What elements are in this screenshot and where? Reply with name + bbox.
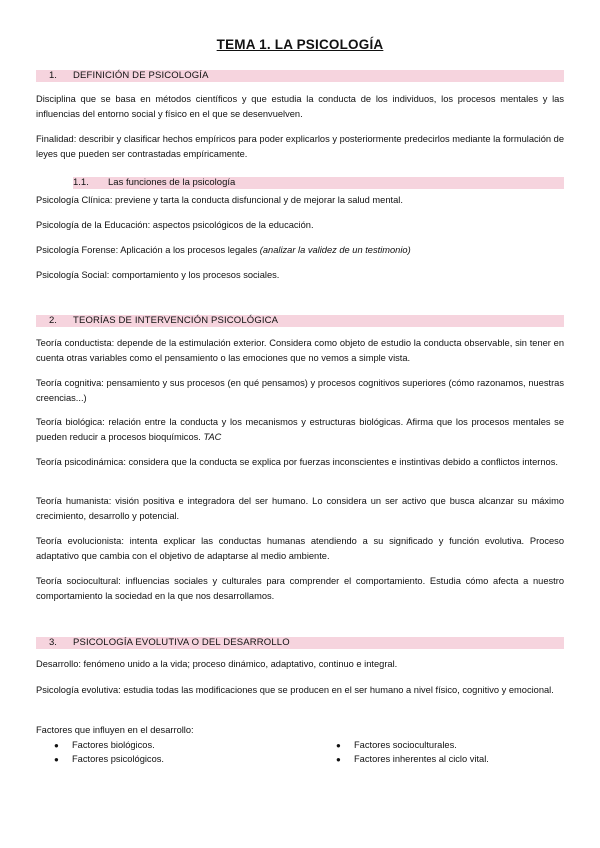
section-title: PSICOLOGÍA EVOLUTIVA O DEL DESARROLLO	[73, 637, 290, 648]
section-title: TEORÍAS DE INTERVENCIÓN PSICOLÓGICA	[73, 315, 279, 326]
function-social: Psicología Social: comportamiento y los procesos sociales.	[36, 270, 280, 280]
theory-biologica-note: TAC	[203, 432, 222, 442]
function-forense	[36, 244, 564, 257]
bullet-icon: ●	[336, 755, 341, 764]
subsection-number: 1.1.	[73, 177, 89, 188]
theory-cognitiva: Teoría cognitiva: pensamiento y sus procesos (en qué pensamos) y procesos cognitivos superiores (cómo razonamos, nuestras creencias...)	[36, 378, 564, 403]
function-forense-text: Psicología Forense: Aplicación a los procesos legales	[36, 245, 258, 255]
subsection-heading-1-1	[73, 177, 564, 189]
theory-biologica	[36, 415, 564, 445]
theory-conductista: Teoría conductista: depende de la estimulación exterior. Considera como objeto de estudio la conducta observable, sin tener en cuenta otras variables como el pensamiento o las emociones que no vemos a simple vista.	[36, 338, 564, 363]
theory-sociocultural: Teoría sociocultural: influencias sociales y culturales para comprender el comportamiento. Estudia cómo afecta a nuestro comportamiento la sociedad en la que nos desarrollamos.	[36, 576, 564, 601]
theory-psicodinamica: Teoría psicodinámica: considera que la conducta se explica por fuerzas inconscientes e instintivas debido a conflictos internos.	[36, 457, 558, 467]
definition-paragraph: Disciplina que se basa en métodos científicos y que estudia la conducta de los individuos, los procesos mentales y las influencias del entorno social y físico en el que se desenvuelven.	[36, 94, 564, 119]
section-title: DEFINICIÓN DE PSICOLOGÍA	[73, 70, 209, 81]
factor-label: Factores socioculturales.	[354, 740, 457, 750]
factor-label: Factores biológicos.	[72, 740, 155, 750]
page-title: TEMA 1. LA PSICOLOGÍA	[216, 37, 384, 52]
subsection-title: Las funciones de la psicología	[108, 177, 236, 188]
function-educacion: Psicología de la Educación: aspectos psicológicos de la educación.	[36, 220, 314, 230]
bullet-icon: ●	[54, 741, 59, 750]
function-forense-note: (analizar la validez de un testimonio)	[259, 245, 411, 255]
section-number: 2.	[49, 315, 57, 326]
factors-intro: Factores que influyen en el desarrollo:	[36, 725, 194, 735]
theory-biologica-text: Teoría biológica: relación entre la conducta y los mecanismos y estructuras biológicas. Afirma que los procesos mentales se pueden reducir a procesos bioquímicos.	[36, 417, 564, 442]
development-definition: Desarrollo: fenómeno unido a la vida; proceso dinámico, adaptativo, continuo e integral.	[36, 659, 398, 669]
evolutive-psychology-definition: Psicología evolutiva: estudia todas las modificaciones que se producen en el ser humano a nivel físico, cognitivo y emocional.	[36, 685, 554, 695]
function-clinica: Psicología Clínica: previene y tarta la conducta disfuncional y de mejorar la salud mental.	[36, 195, 403, 205]
section-number: 3.	[49, 637, 57, 648]
bullet-icon: ●	[336, 741, 341, 750]
factor-label: Factores inherentes al ciclo vital.	[354, 754, 489, 764]
section-heading-2	[36, 315, 564, 327]
theory-humanista: Teoría humanista: visión positiva e integradora del ser humano. Lo considera un ser activo que busca alcanzar su máximo crecimiento, desarrollo y potencial.	[36, 496, 564, 521]
bullet-icon: ●	[54, 755, 59, 764]
factor-label: Factores psicológicos.	[72, 754, 164, 764]
theory-evolucionista: Teoría evolucionista: intenta explicar las conductas humanas atendiendo a su significado y función evolutiva. Proceso adaptativo que cambia con el objetivo de adaptarse al medio ambiente.	[36, 536, 564, 561]
section-heading-1	[36, 70, 564, 82]
purpose-paragraph: Finalidad: describir y clasificar hechos empíricos para poder explicarlos y posteriormente predecirlos mediante la formulación de leyes que pueden ser contrastadas empíricamente.	[36, 134, 564, 159]
section-heading-3	[36, 637, 564, 649]
section-number: 1.	[49, 70, 57, 81]
